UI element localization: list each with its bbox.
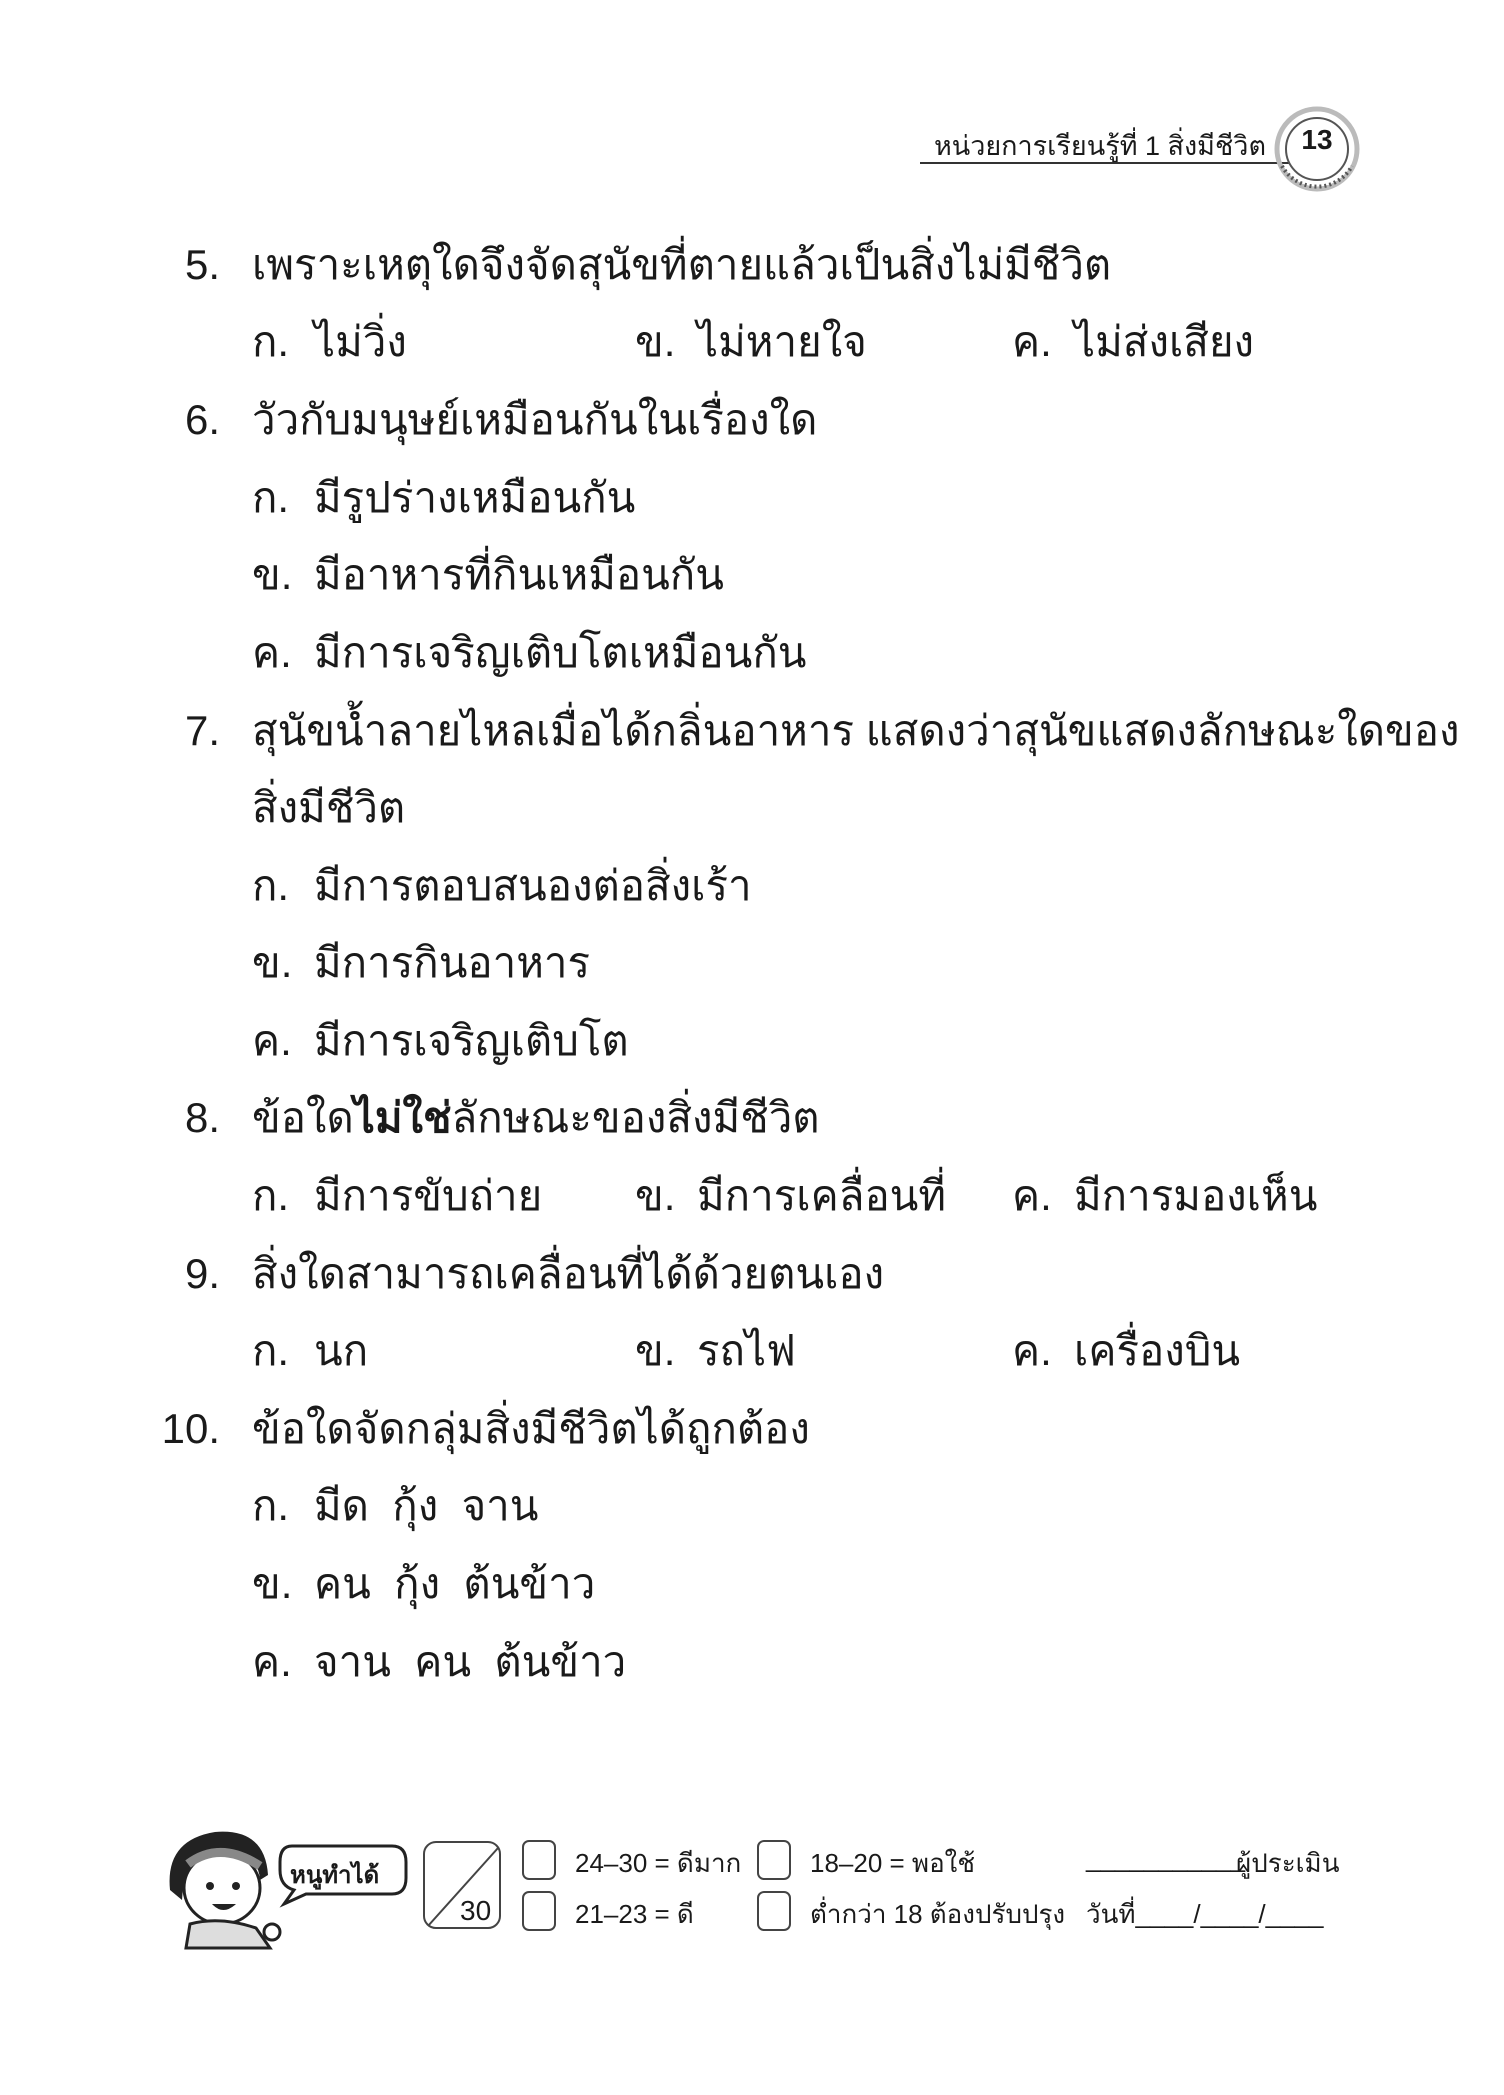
option-text: มีการมองเห็น	[1074, 1172, 1318, 1219]
option-c	[252, 1013, 629, 1069]
option-label: ข.	[635, 318, 676, 365]
question-text-line-2: สิ่งมีชีวิต	[252, 784, 406, 831]
criteria-checkbox[interactable]	[522, 1840, 556, 1880]
option-label: ข.	[252, 1560, 293, 1607]
option-text: ไม่วิ่ง	[314, 318, 407, 365]
question-number: 6.	[184, 396, 220, 443]
header-rule	[920, 162, 1290, 164]
question-text-before: ข้อใด	[252, 1094, 354, 1141]
option-label: ก.	[252, 862, 290, 909]
page-number: 13	[1301, 124, 1333, 155]
option-label: ข.	[252, 551, 293, 598]
evaluator-blank[interactable]: ___________	[1086, 1843, 1246, 1873]
question-text: เพราะเหตุใดจึงจัดสุนัขที่ตายแล้วเป็นสิ่งไม่มีชีวิต	[252, 241, 1112, 288]
question-text-after: ลักษณะของสิ่งมีชีวิต	[451, 1094, 820, 1141]
option-text: จาน คน ต้นข้าว	[314, 1638, 627, 1685]
option-a	[252, 470, 635, 526]
option-text: นก	[314, 1327, 369, 1374]
option-b	[635, 314, 867, 370]
criteria-fair: 18–20 = พอใช้	[810, 1848, 976, 1878]
criteria-checkbox[interactable]	[757, 1891, 791, 1931]
bubble-text: หนูทำได้	[290, 1862, 380, 1889]
question-number: 10.	[161, 1405, 220, 1452]
option-c	[1012, 1168, 1317, 1224]
option-c	[1012, 314, 1254, 370]
option-label: ค.	[1012, 1172, 1052, 1219]
question-text: สิ่งใดสามารถเคลื่อนที่ได้ด้วยตนเอง	[252, 1250, 885, 1297]
option-label: ก.	[252, 1482, 290, 1529]
option-b	[635, 1323, 796, 1379]
question-number: 7.	[184, 707, 220, 754]
option-text: มีการเจริญเติบโต	[314, 1017, 629, 1064]
question-text: วัวกับมนุษย์เหมือนกันในเรื่องใด	[252, 396, 818, 443]
option-text: มีอาหารที่กินเหมือนกัน	[314, 551, 724, 598]
criteria-good: 21–23 = ดี	[575, 1899, 694, 1929]
unit-title: หน่วยการเรียนรู้ที่ 1 สิ่งมีชีวิต	[933, 131, 1266, 161]
option-text: มีรูปร่างเหมือนกัน	[314, 474, 636, 521]
criteria-checkbox[interactable]	[757, 1840, 791, 1880]
option-a	[252, 1168, 542, 1224]
evaluator-label: ผู้ประเมิน	[1236, 1848, 1340, 1878]
option-c	[1012, 1323, 1240, 1379]
option-text: ไม่ส่งเสียง	[1074, 318, 1255, 365]
option-b	[252, 1556, 595, 1612]
question-text-line-1: สุนัขน้ำลายไหลเมื่อได้กลิ่นอาหาร แสดงว่าสุนัขแสดงลักษณะใดของ	[252, 707, 1460, 754]
option-text: มีการตอบสนองต่อสิ่งเร้า	[314, 862, 752, 909]
option-label: ค.	[1012, 318, 1052, 365]
question-text	[252, 1090, 820, 1146]
criteria-checkbox[interactable]	[522, 1891, 556, 1931]
option-label: ก.	[252, 318, 290, 365]
question-number: 9.	[184, 1250, 220, 1297]
question-7-continued	[252, 780, 405, 836]
option-label: ข.	[635, 1327, 676, 1374]
question-number: 8.	[184, 1094, 220, 1141]
option-text: มีการขับถ่าย	[314, 1172, 543, 1219]
option-b	[252, 935, 590, 991]
option-label: ค.	[1012, 1327, 1052, 1374]
score-total: 30	[460, 1895, 492, 1926]
option-label: ค.	[252, 629, 292, 676]
option-label: ค.	[252, 1638, 292, 1685]
option-text: มีการเคลื่อนที่	[697, 1172, 947, 1219]
option-a	[252, 1478, 538, 1534]
option-label: ข.	[252, 939, 293, 986]
option-a	[252, 858, 752, 914]
option-text: ไม่หายใจ	[697, 318, 867, 365]
option-a	[252, 314, 407, 370]
option-b	[635, 1168, 946, 1224]
option-label: ข.	[635, 1172, 676, 1219]
girl-mascot-illustration	[160, 1820, 290, 1950]
option-label: ก.	[252, 1327, 290, 1374]
option-a	[252, 1323, 368, 1379]
option-text: เครื่องบิน	[1074, 1327, 1241, 1374]
option-label: ก.	[252, 1172, 290, 1219]
option-label: ก.	[252, 474, 290, 521]
criteria-excellent: 24–30 = ดีมาก	[575, 1848, 742, 1878]
page-header	[920, 110, 1360, 190]
question-text: ข้อใดจัดกลุ่มสิ่งมีชีวิตได้ถูกต้อง	[252, 1405, 810, 1452]
option-c	[252, 1634, 626, 1690]
question-text-emphasis: ไม่ใช่	[353, 1094, 452, 1141]
option-text: คน กุ้ง ต้นข้าว	[314, 1560, 596, 1607]
option-text: มีการกินอาหาร	[314, 939, 591, 986]
option-text: รถไฟ	[697, 1327, 796, 1374]
option-c	[252, 625, 807, 681]
question-number: 5.	[184, 241, 220, 288]
option-label: ค.	[252, 1017, 292, 1064]
date-field[interactable]: วันที่____/____/____	[1086, 1899, 1324, 1929]
option-text: มีด กุ้ง จาน	[314, 1482, 539, 1529]
option-text: มีการเจริญเติบโตเหมือนกัน	[314, 629, 807, 676]
criteria-needs-improvement: ต่ำกว่า 18 ต้องปรับปรุง	[810, 1899, 1066, 1929]
option-b	[252, 547, 724, 603]
